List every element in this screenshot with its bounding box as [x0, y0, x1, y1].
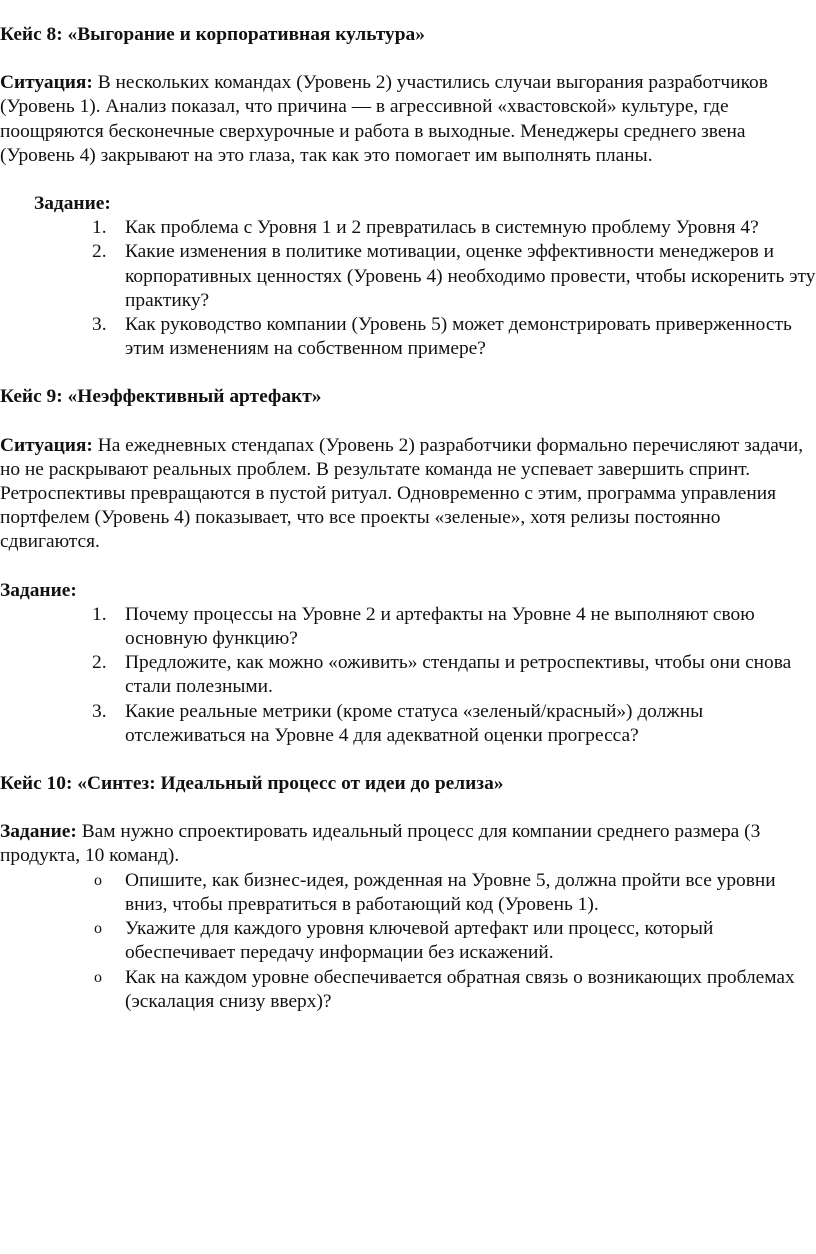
- case-8-task-label: Задание:: [34, 193, 111, 215]
- list-item: [0, 917, 816, 965]
- list-item-number: 3.: [92, 700, 107, 722]
- list-item: [0, 651, 816, 699]
- list-item-text: Какие изменения в политике мотивации, оценке эффективности менеджеров и корпоративных ценностях (Уровень 4) необходимо провести, чтобы искоренить эту практику?: [125, 241, 816, 311]
- case-10-bullet-list: [0, 869, 816, 1014]
- list-item: [0, 313, 816, 361]
- list-item: [0, 603, 816, 651]
- list-item: [0, 240, 816, 313]
- case-9-task-list: [0, 603, 816, 748]
- case-9-situation-text: На ежедневных стендапах (Уровень 2) разработчики формально перечисляют задачи, но не раскрывают реальных проблем. В результате команда не успевает завершить спринт. Ретроспективы превращаются в пустой ритуал. Одновременно с этим, программа управления портфелем (Уровень 4) показывает, что все проекты «зеленые», хотя релизы постоянно сдвигаются.: [0, 434, 804, 553]
- list-item-text: Почему процессы на Уровне 2 и артефакты на Уровне 4 не выполняют свою основную функцию?: [125, 603, 755, 650]
- list-item-text: Предложите, как можно «оживить» стендапы и ретроспективы, чтобы они снова стали полезными.: [125, 652, 792, 698]
- case-8-situation-text: В нескольких командах (Уровень 2) участились случаи выгорания разработчиков (Уровень 1). Анализ показал, что причина — в агрессивной «хвастовской» культуре, где поощряются бесконечные сверхурочные и работа в выходные. Менеджеры среднего звена (Уровень 4) закрывают на это глаза, так как это помогает им выполнять планы.: [0, 72, 768, 166]
- case-9-situation: [0, 434, 816, 555]
- list-item-text: Как проблема с Уровня 1 и 2 превратилась в системную проблему Уровня 4?: [125, 217, 759, 239]
- list-item-text: Как руководство компании (Уровень 5) может демонстрировать приверженность этим изменениям на собственном примере?: [125, 314, 792, 360]
- case-10-task-text: Вам нужно спроектировать идеальный процесс для компании среднего размера (3 продукта, 10 команд).: [0, 821, 761, 867]
- case-8-situation-label: Ситуация:: [0, 72, 93, 94]
- case-10-task: [0, 820, 816, 868]
- list-item-number: 2.: [92, 241, 107, 263]
- list-item-number: 3.: [92, 314, 107, 336]
- case-8-situation: [0, 71, 816, 168]
- list-item: [0, 700, 816, 748]
- case-8-title: Кейс 8: «Выгорание и корпоративная культура»: [0, 24, 425, 45]
- case-8-task-list: [0, 216, 816, 361]
- case-10-title: Кейс 10: «Синтез: Идеальный процесс от идеи до релиза»: [0, 773, 504, 795]
- case-10-task-label: Задание:: [0, 821, 77, 843]
- list-item-number: 1.: [92, 217, 107, 239]
- list-item: [0, 216, 816, 240]
- circle-bullet-icon: o: [94, 920, 102, 938]
- list-item-number: 2.: [92, 652, 107, 674]
- list-item-text: Укажите для каждого уровня ключевой артефакт или процесс, который обеспечивает передачу информации без искажений.: [125, 918, 714, 964]
- list-item-text: Как на каждом уровне обеспечивается обратная связь о возникающих проблемах (эскалация снизу вверх)?: [125, 966, 795, 1012]
- circle-bullet-icon: o: [94, 871, 102, 889]
- circle-bullet-icon: o: [94, 968, 102, 986]
- list-item: [0, 869, 816, 917]
- list-item-number: 1.: [92, 603, 107, 625]
- list-item: [0, 966, 816, 1014]
- list-item-text: Какие реальные метрики (кроме статуса «зеленый/красный») должны отслеживаться на Уровне 4 для адекватной оценки прогресса?: [125, 700, 704, 746]
- list-item-text: Опишите, как бизнес-идея, рожденная на Уровне 5, должна пройти все уровни вниз, чтобы превратиться в работающий код (Уровень 1).: [125, 869, 776, 915]
- case-9-situation-label: Ситуация:: [0, 434, 93, 456]
- case-9-task-label: Задание:: [0, 579, 77, 601]
- case-9-title: Кейс 9: «Неэффективный артефакт»: [0, 386, 322, 408]
- document-page: [0, 23, 816, 1014]
